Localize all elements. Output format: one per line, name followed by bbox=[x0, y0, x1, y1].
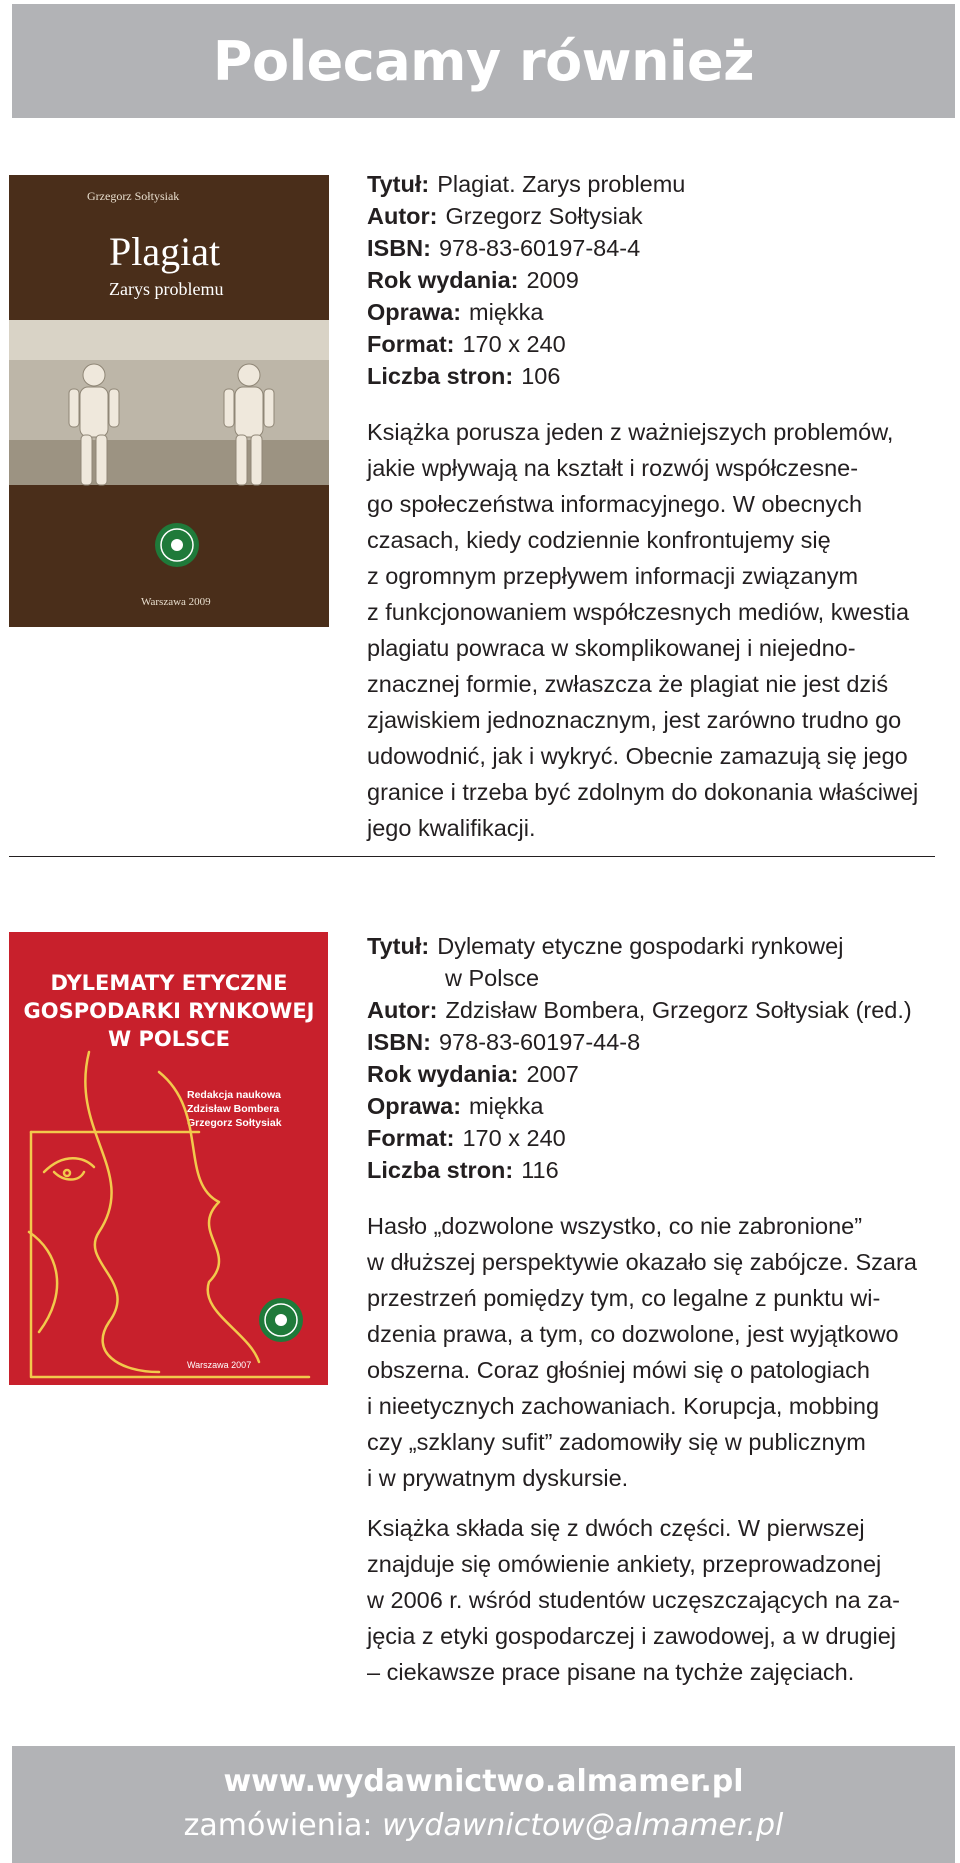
info-year: Rok wydania: 2007 bbox=[367, 1061, 579, 1087]
info-year: Rok wydania: 2009 bbox=[367, 267, 579, 293]
description-paragraph: Książka porusza jeden z ważniejszych problemów, jakie wpływają na kształt i rozwój współczesne- go społeczeństwa informacyjnego. W obecnych czasach, kiedy codziennie konfrontujemy się z ogromnym przepływem informacji związanym z funkcjonowaniem współczesnych mediów, kwestia plagiatu powraca w skomplikowanej i niejedno- znacznej formie, zwłaszcza że plagiat nie jest dziś zjawiskiem jednoznacznym, jest zarówno trudno go udowodnić, jak i wykryć. Obecnie zamazują się jego granice i trzeba być zdolnym do dokonania właściwej jego kwalifikacji. bbox=[367, 419, 919, 841]
header-banner bbox=[12, 4, 955, 118]
publisher-seal-icon bbox=[155, 523, 199, 567]
info-title-continued: w Polsce bbox=[445, 965, 540, 991]
info-pages: Liczba stron: 106 bbox=[367, 363, 561, 389]
description-paragraph-2: Książka składa się z dwóch części. W pierwszej znajduje się omówienie ankiety, przeprowadzonej w 2006 r. wśród studentów uczęszczających na za- jęcia z etyki gospodarczej i zawodowej, a w drugiej – ciekawsze prace pisane na tychże zajęciach. bbox=[367, 1515, 900, 1685]
cover-editors-line-2: Zdzisław Bombera bbox=[187, 1103, 280, 1115]
cover-title: Plagiat bbox=[109, 229, 221, 274]
description-paragraph-1: Hasło „dozwolone wszystko, co nie zabronione” w dłuższej perspektywie okazało się zabójcze. Szara przestrzeń pomiędzy tym, co legalne z punktu wi- dzenia prawa, a tym, co dozwolone, jest wyjątkowo obszerna. Coraz głośniej mówi się o patologiach i nieetycznych zachowaniach. Korupcja, mobbing czy „szklany sufit” zadomowiły się w publicznym i w prywatnym dyskursie. bbox=[367, 1213, 917, 1491]
info-binding: Oprawa: miękka bbox=[367, 1093, 544, 1119]
info-title: Tytuł: Plagiat. Zarys problemu bbox=[367, 171, 686, 197]
info-title: Tytuł: Dylematy etyczne gospodarki rynkowej bbox=[367, 933, 844, 959]
book-description-dylematy bbox=[367, 1208, 957, 1690]
cover-subtitle: Zarys problemu bbox=[109, 279, 224, 299]
info-pages: Liczba stron: 116 bbox=[367, 1157, 559, 1183]
cover-editors-line-1: Redakcja naukowa bbox=[187, 1089, 281, 1101]
cover-place-year: Warszawa 2007 bbox=[187, 1360, 252, 1370]
order-label: zamówienia: bbox=[183, 1808, 373, 1843]
info-author: Autor: Grzegorz Sołtysiak bbox=[367, 203, 643, 229]
cover-title-line-2: GOSPODARKI RYNKOWEJ bbox=[23, 999, 315, 1023]
info-binding: Oprawa: miękka bbox=[367, 299, 544, 325]
book-info-plagiat bbox=[367, 168, 685, 392]
book-cover-dylematy bbox=[9, 932, 328, 1385]
cover-place-year: Warszawa 2009 bbox=[141, 596, 211, 608]
info-format: Format: 170 x 240 bbox=[367, 1125, 566, 1151]
info-isbn: ISBN: 978-83-60197-44-8 bbox=[367, 1029, 641, 1055]
info-isbn: ISBN: 978-83-60197-84-4 bbox=[367, 235, 641, 261]
order-email-link[interactable]: wydawnictow@almamer.pl bbox=[382, 1808, 784, 1843]
info-author: Autor: Zdzisław Bombera, Grzegorz Sołtysiak (red.) bbox=[367, 997, 912, 1023]
order-contact bbox=[12, 1808, 955, 1843]
info-format: Format: 170 x 240 bbox=[367, 331, 566, 357]
book-description-plagiat bbox=[367, 414, 957, 846]
section-divider bbox=[9, 856, 935, 857]
cover-editors-line-3: Grzegorz Sołtysiak bbox=[187, 1117, 282, 1129]
cover-author: Grzegorz Sołtysiak bbox=[87, 189, 180, 203]
publisher-seal-icon bbox=[259, 1298, 303, 1342]
book-info-dylematy bbox=[367, 930, 912, 1186]
website-link[interactable]: www.wydawnictwo.almamer.pl bbox=[223, 1764, 744, 1799]
page-title: Polecamy również bbox=[212, 29, 755, 93]
cover-title-line-1: DYLEMATY ETYCZNE bbox=[50, 971, 288, 995]
cover-title-line-3: W POLSCE bbox=[108, 1027, 230, 1051]
book-cover-plagiat bbox=[9, 175, 329, 627]
footer-banner bbox=[12, 1746, 955, 1863]
